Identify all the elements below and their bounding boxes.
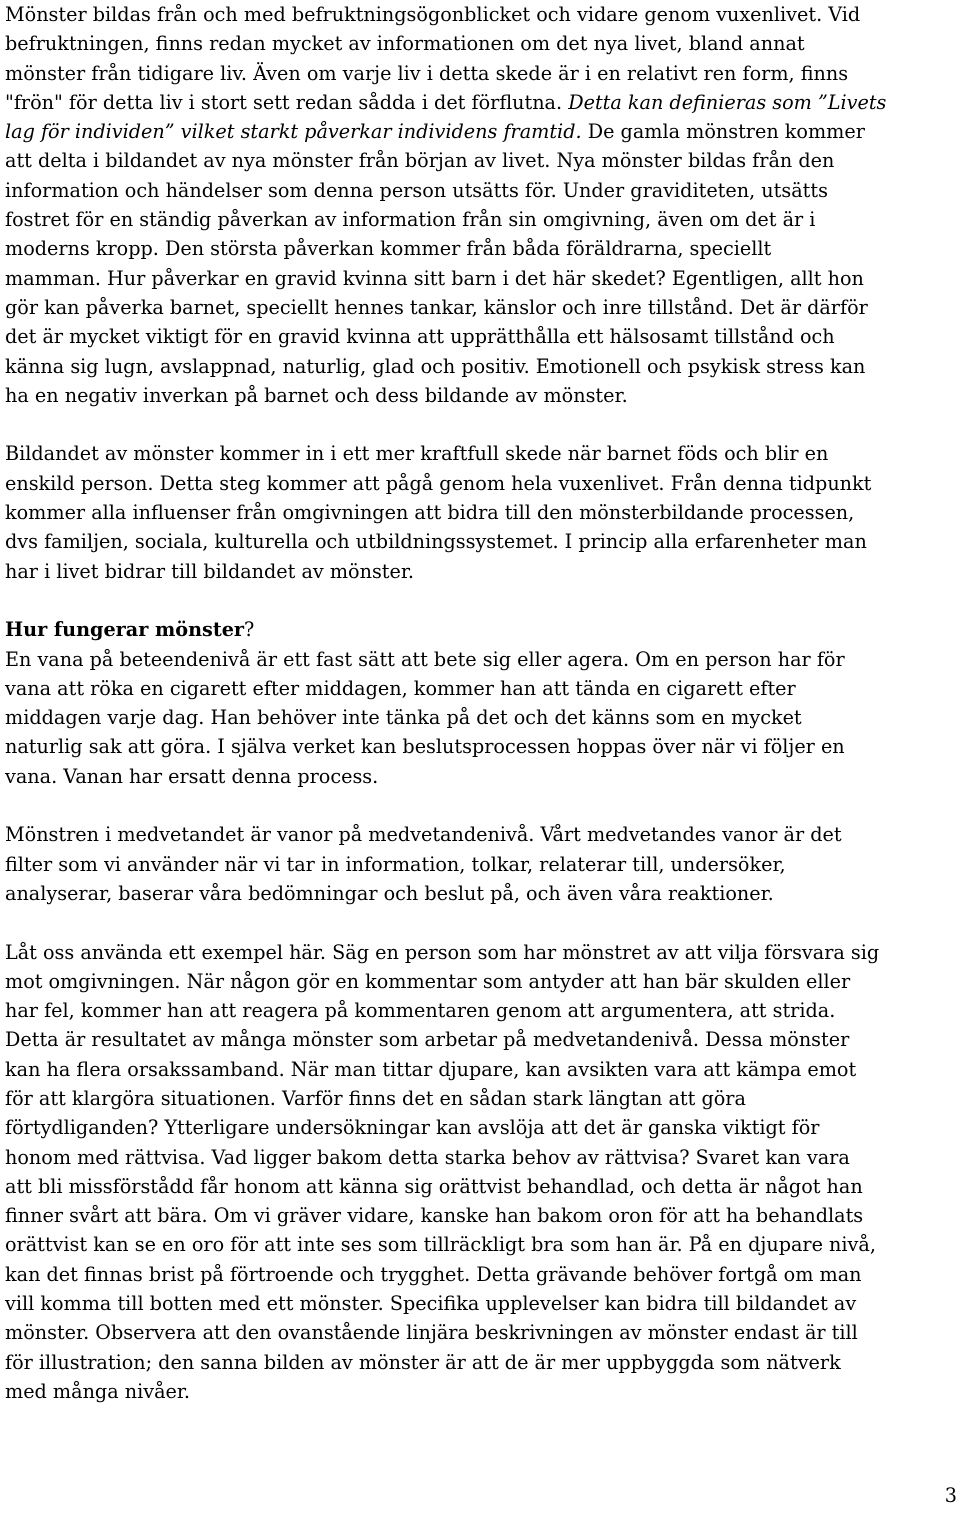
- heading-line: [5, 615, 960, 644]
- text-line: En vana på beteendenivå är ett fast sätt att bete sig eller agera. Om en person har för: [5, 647, 845, 671]
- italic-text: lag för individen” vilket starkt påverkar individens framtid.: [5, 120, 582, 144]
- text-line: filter som vi använder när vi tar in information, tolkar, relaterar till, undersöker,: [5, 852, 786, 876]
- text-line: middagen varje dag. Han behöver inte tänka på det och det känns som en mycket: [5, 706, 802, 730]
- text-line: fostret för en ständig påverkan av information från sin omgivning, även om det är i: [5, 208, 816, 232]
- heading-text: Hur fungerar mönster: [5, 618, 245, 642]
- text-line: naturlig sak att göra. I själva verket kan beslutsprocessen hoppas över när vi följer en: [5, 735, 845, 759]
- text-line: [5, 176, 960, 205]
- text-line: analyserar, baserar våra bedömningar och beslut på, och även våra reaktioner.: [5, 881, 774, 905]
- text-line: Låt oss använda ett exempel här. Säg en person som har mönstret av att vilja försvara sig: [5, 940, 880, 964]
- text-span: De gamla mönstren kommer: [587, 120, 865, 144]
- text-line: Bildandet av mönster kommer in i ett mer kraftfull skede när barnet föds och blir en: [5, 442, 829, 466]
- text-line: kan ha flera orsakssamband. När man tittar djupare, kan avsikten vara att kämpa emot: [5, 1057, 857, 1081]
- text-line: orättvist kan se en oro för att inte ses som tillräckligt bra som han är. På en djupare nivå,: [5, 1233, 876, 1257]
- text-line: befruktningen, finns redan mycket av informationen om det nya livet, bland annat: [5, 32, 805, 56]
- text-line: för att klargöra situationen. Varför finns det en sådan stark längtan att göra: [5, 1086, 746, 1110]
- text-line: har i livet bidrar till bildandet av mönster.: [5, 559, 415, 583]
- paragraph-gap: [5, 791, 960, 820]
- text-line: med många nivåer.: [5, 1379, 191, 1403]
- italic-text: Detta kan definieras som ”Livets: [568, 90, 887, 114]
- text-line: moderns kropp. Den största påverkan kommer från båda föräldrarna, speciellt: [5, 237, 772, 261]
- paragraph-gap: [5, 586, 960, 615]
- text-span: information och händelser som denna person utsätts för.: [5, 178, 557, 202]
- text-line: vana att röka en cigarett efter middagen, kommer han att tända en cigarett efter: [5, 676, 796, 700]
- paragraph-birth-stage: [5, 439, 960, 585]
- paragraph-consciousness: [5, 820, 960, 908]
- section-heading: [5, 615, 960, 644]
- text-line: känna sig lugn, avslappnad, naturlig, glad och positiv. Emotionell och psykisk stress kan: [5, 354, 866, 378]
- text-line: kommer alla influenser från omgivningen att bidra till den mönsterbildande processen,: [5, 501, 855, 525]
- text-line: vill komma till botten med ett mönster. Specifika upplevelser kan bidra till bildandet av: [5, 1292, 857, 1316]
- paragraph-example: [5, 938, 960, 1407]
- text-line: mot omgivningen. När någon gör en kommentar som antyder att han bär skulden eller: [5, 969, 851, 993]
- text-line: Mönstren i medvetandet är vanor på medvetandenivå. Vårt medvetandes vanor är det: [5, 823, 842, 847]
- text-line: mönster. Observera att den ovanstående linjära beskrivningen av mönster endast är till: [5, 1321, 858, 1345]
- paragraph-pattern-formation: [5, 0, 960, 410]
- text-line: Detta är resultatet av många mönster som arbetar på medvetandenivå. Dessa mönster: [5, 1028, 850, 1052]
- text-line: förtydliganden? Ytterligare undersökningar kan avslöja att det är ganska viktigt för: [5, 1116, 820, 1140]
- text-span: "frön" för detta liv i stort sett redan sådda i det förflutna.: [5, 90, 563, 114]
- text-line: ha en negativ inverkan på barnet och dess bildande av mönster.: [5, 383, 628, 407]
- text-line: att bli missförstådd får honom att känna sig orättvist behandlad, och detta är något han: [5, 1174, 863, 1198]
- text-line: [5, 117, 960, 146]
- text-line: [5, 88, 960, 117]
- paragraph-gap: [5, 908, 960, 937]
- text-line: mamman. Hur påverkar en gravid kvinna sitt barn i det här skedet? Egentligen, allt hon: [5, 266, 864, 290]
- text-line: har fel, kommer han att reagera på kommentaren genom att argumentera, att strida.: [5, 999, 836, 1023]
- text-line: mönster från tidigare liv. Även om varje liv i detta skede är i en relativt ren form, finns: [5, 61, 849, 85]
- text-line: [5, 146, 960, 175]
- text-span: Nya mönster bildas från den: [556, 149, 835, 173]
- text-line: Mönster bildas från och med befruktningsögonblicket och vidare genom vuxenlivet. Vid: [5, 3, 861, 26]
- text-line: det är mycket viktigt för en gravid kvinna att upprätthålla ett hälsosamt tillstånd och: [5, 325, 835, 349]
- paragraph-habit: [5, 645, 960, 791]
- text-line: vana. Vanan har ersatt denna process.: [5, 764, 379, 788]
- text-line: enskild person. Detta steg kommer att pågå genom hela vuxenlivet. Från denna tidpunkt: [5, 471, 872, 495]
- text-line: finner svårt att bära. Om vi gräver vidare, kanske han bakom oron för att ha behandlats: [5, 1204, 864, 1228]
- text-line: dvs familjen, sociala, kulturella och utbildningssystemet. I princip alla erfarenheter man: [5, 530, 867, 554]
- text-line: honom med rättvisa. Vad ligger bakom detta starka behov av rättvisa? Svaret kan vara: [5, 1145, 850, 1169]
- text-span: Under graviditeten, utsätts: [562, 178, 828, 202]
- text-line: kan det finnas brist på förtroende och trygghet. Detta grävande behöver fortgå om man: [5, 1262, 862, 1286]
- text-line: gör kan påverka barnet, speciellt hennes tankar, känslor och inre tillstånd. Det är därför: [5, 295, 868, 319]
- page-number: 3: [944, 1483, 957, 1507]
- text-line: för illustration; den sanna bilden av mönster är att de är mer uppbyggda som nätverk: [5, 1350, 841, 1374]
- text-span: att delta i bildandet av nya mönster från början av livet.: [5, 149, 551, 173]
- paragraph-gap: [5, 410, 960, 439]
- heading-punctuation: ?: [244, 618, 255, 642]
